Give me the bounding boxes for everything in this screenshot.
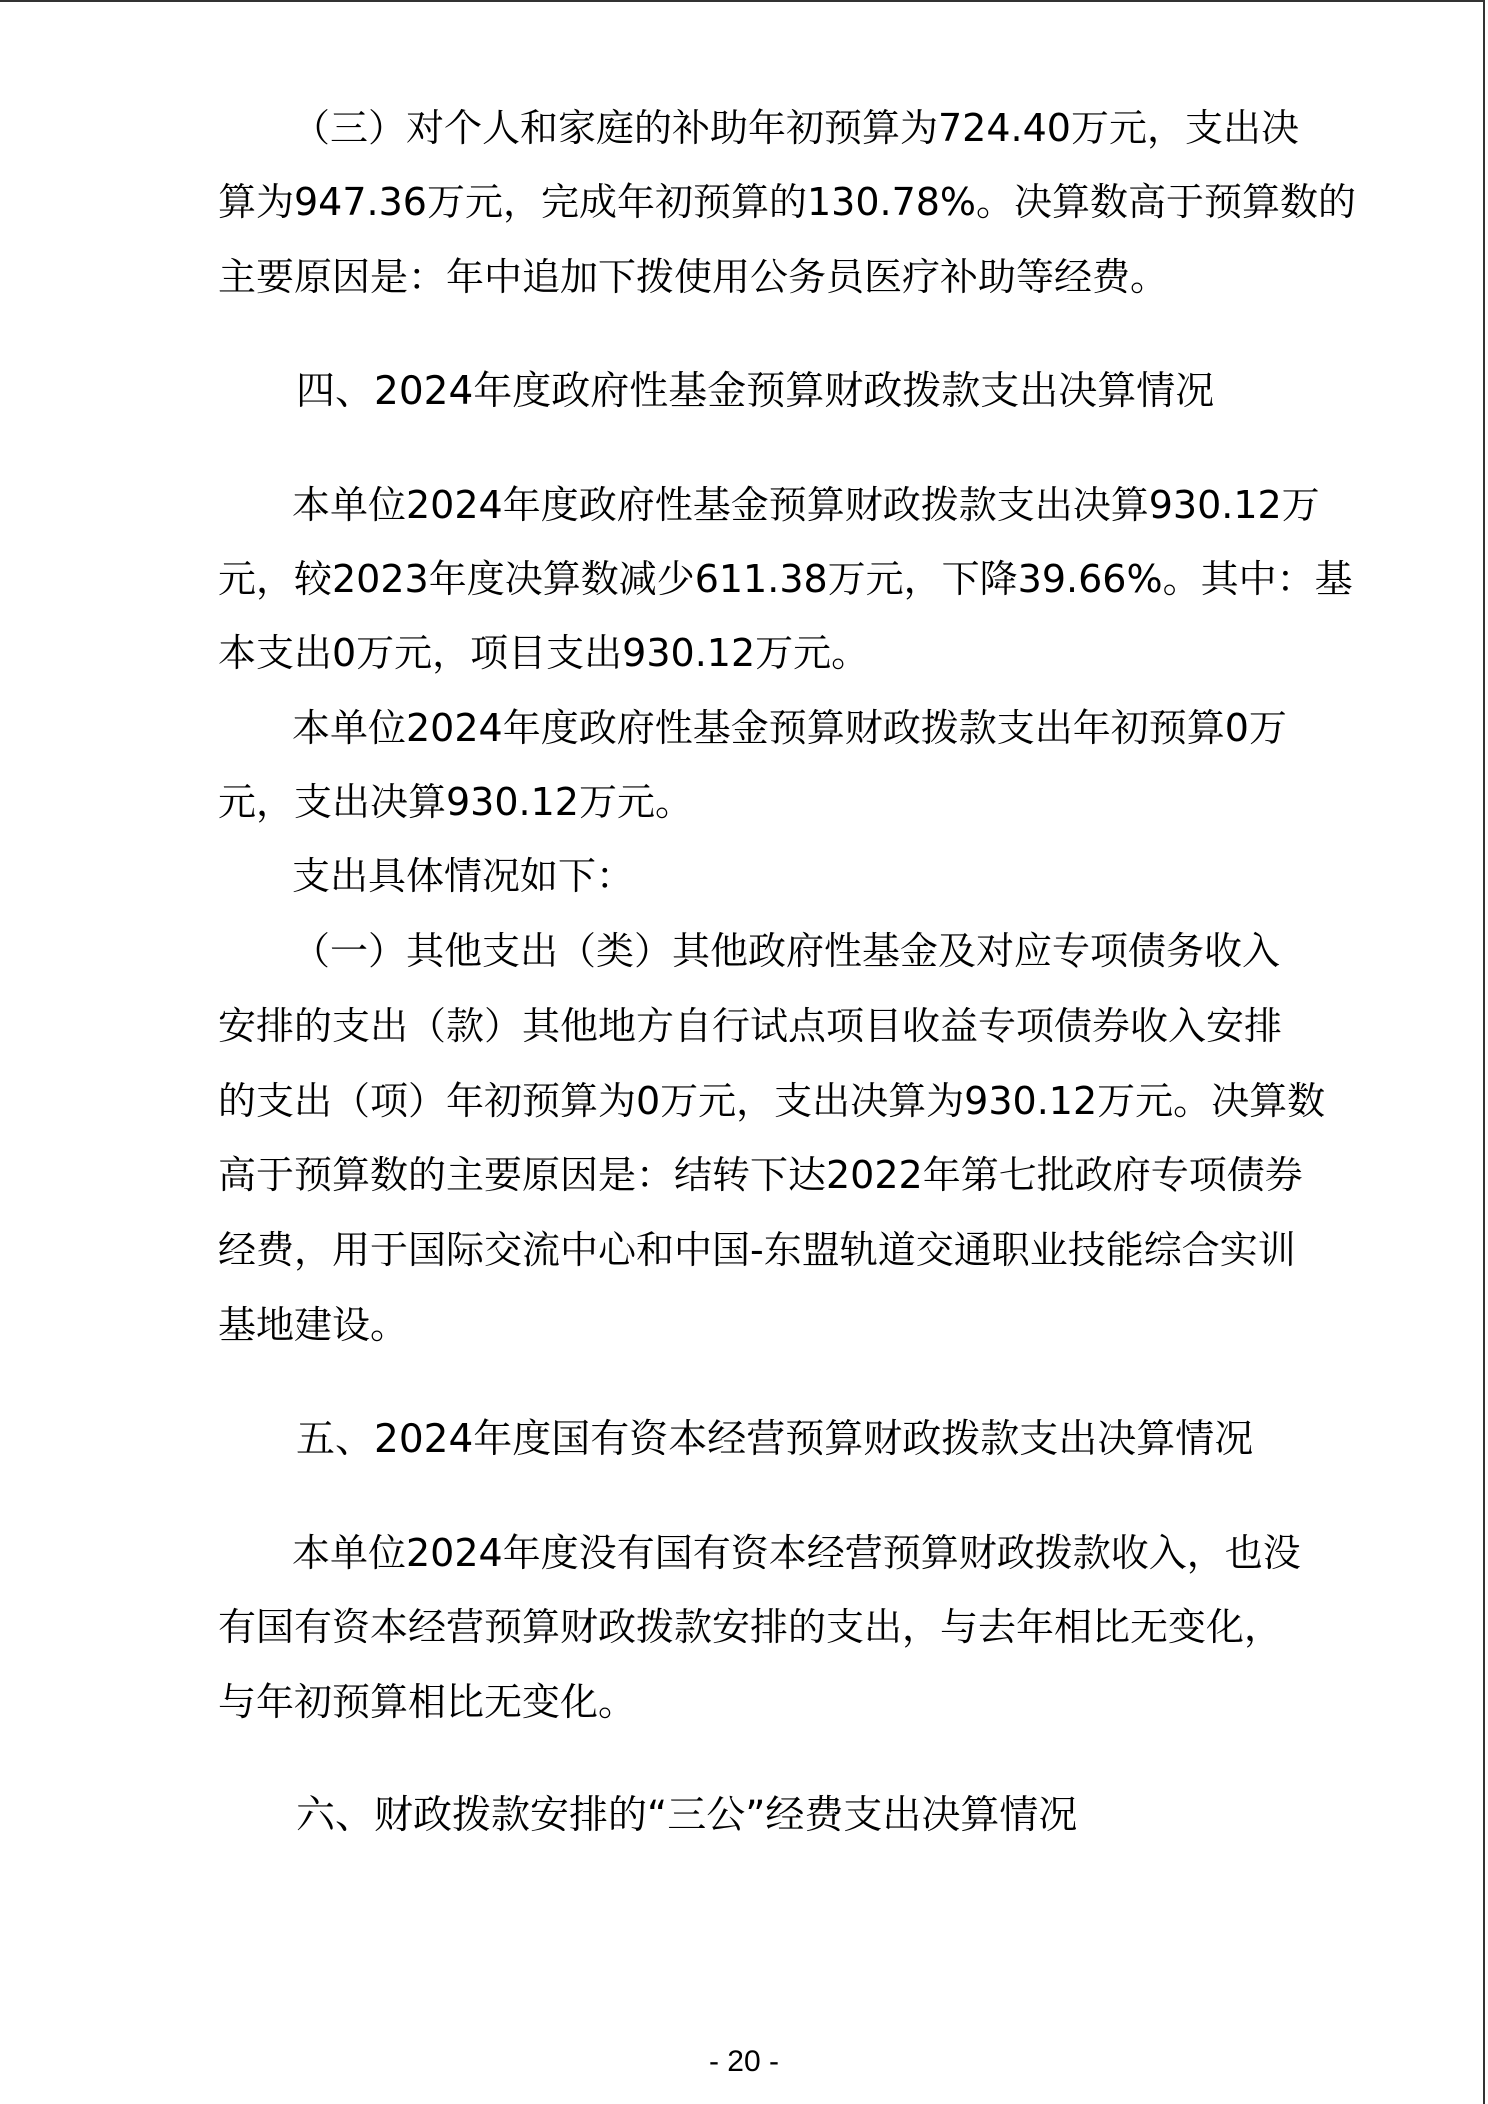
paragraph-line: 支出具体情况如下： [292, 854, 635, 898]
paragraph-line: 本单位2024年度政府性基金预算财政拨款支出年初预算0万 [292, 706, 1287, 750]
paragraph-line: 本单位2024年度没有国有资本经营预算财政拨款收入，也没 [292, 1531, 1301, 1575]
paragraph-line: 经费，用于国际交流中心和中国-东盟轨道交通职业技能综合实训 [218, 1228, 1296, 1272]
paragraph-line: 的支出（项）年初预算为0万元，支出决算为930.12万元。决算数 [218, 1079, 1326, 1123]
section-heading-5: 五、2024年度国有资本经营预算财政拨款支出决算情况 [296, 1417, 1254, 1462]
page-number: - 20 - [708, 2045, 780, 2078]
paragraph-line: 与年初预算相比无变化。 [218, 1680, 637, 1724]
paragraph-line: 主要原因是：年中追加下拨使用公务员医疗补助等经费。 [218, 255, 1169, 299]
paragraph-line: 本单位2024年度政府性基金预算财政拨款支出决算930.12万 [292, 483, 1320, 527]
paragraph-line: 高于预算数的主要原因是：结转下达2022年第七批政府专项债券 [218, 1153, 1303, 1197]
paragraph-line: 本支出0万元，项目支出930.12万元。 [218, 631, 870, 675]
paragraph-line: 元，较2023年度决算数减少611.38万元，下降39.66%。其中：基 [218, 557, 1353, 601]
paragraph-line: 元，支出决算930.12万元。 [218, 780, 693, 824]
paragraph-line: 基地建设。 [218, 1303, 409, 1347]
paragraph-line: 算为947.36万元，完成年初预算的130.78%。决算数高于预算数的 [218, 180, 1357, 224]
paragraph-line: （三）对个人和家庭的补助年初预算为724.40万元，支出决 [292, 106, 1299, 150]
section-heading-6: 六、财政拨款安排的“三公”经费支出决算情况 [296, 1793, 1078, 1838]
paragraph-line: 有国有资本经营预算财政拨款安排的支出，与去年相比无变化， [218, 1605, 1283, 1649]
paragraph-line: （一）其他支出（类）其他政府性基金及对应专项债务收入 [292, 929, 1281, 973]
section-heading-4: 四、2024年度政府性基金预算财政拨款支出决算情况 [296, 369, 1215, 414]
paragraph-line: 安排的支出（款）其他地方自行试点项目收益专项债券收入安排 [218, 1004, 1283, 1048]
